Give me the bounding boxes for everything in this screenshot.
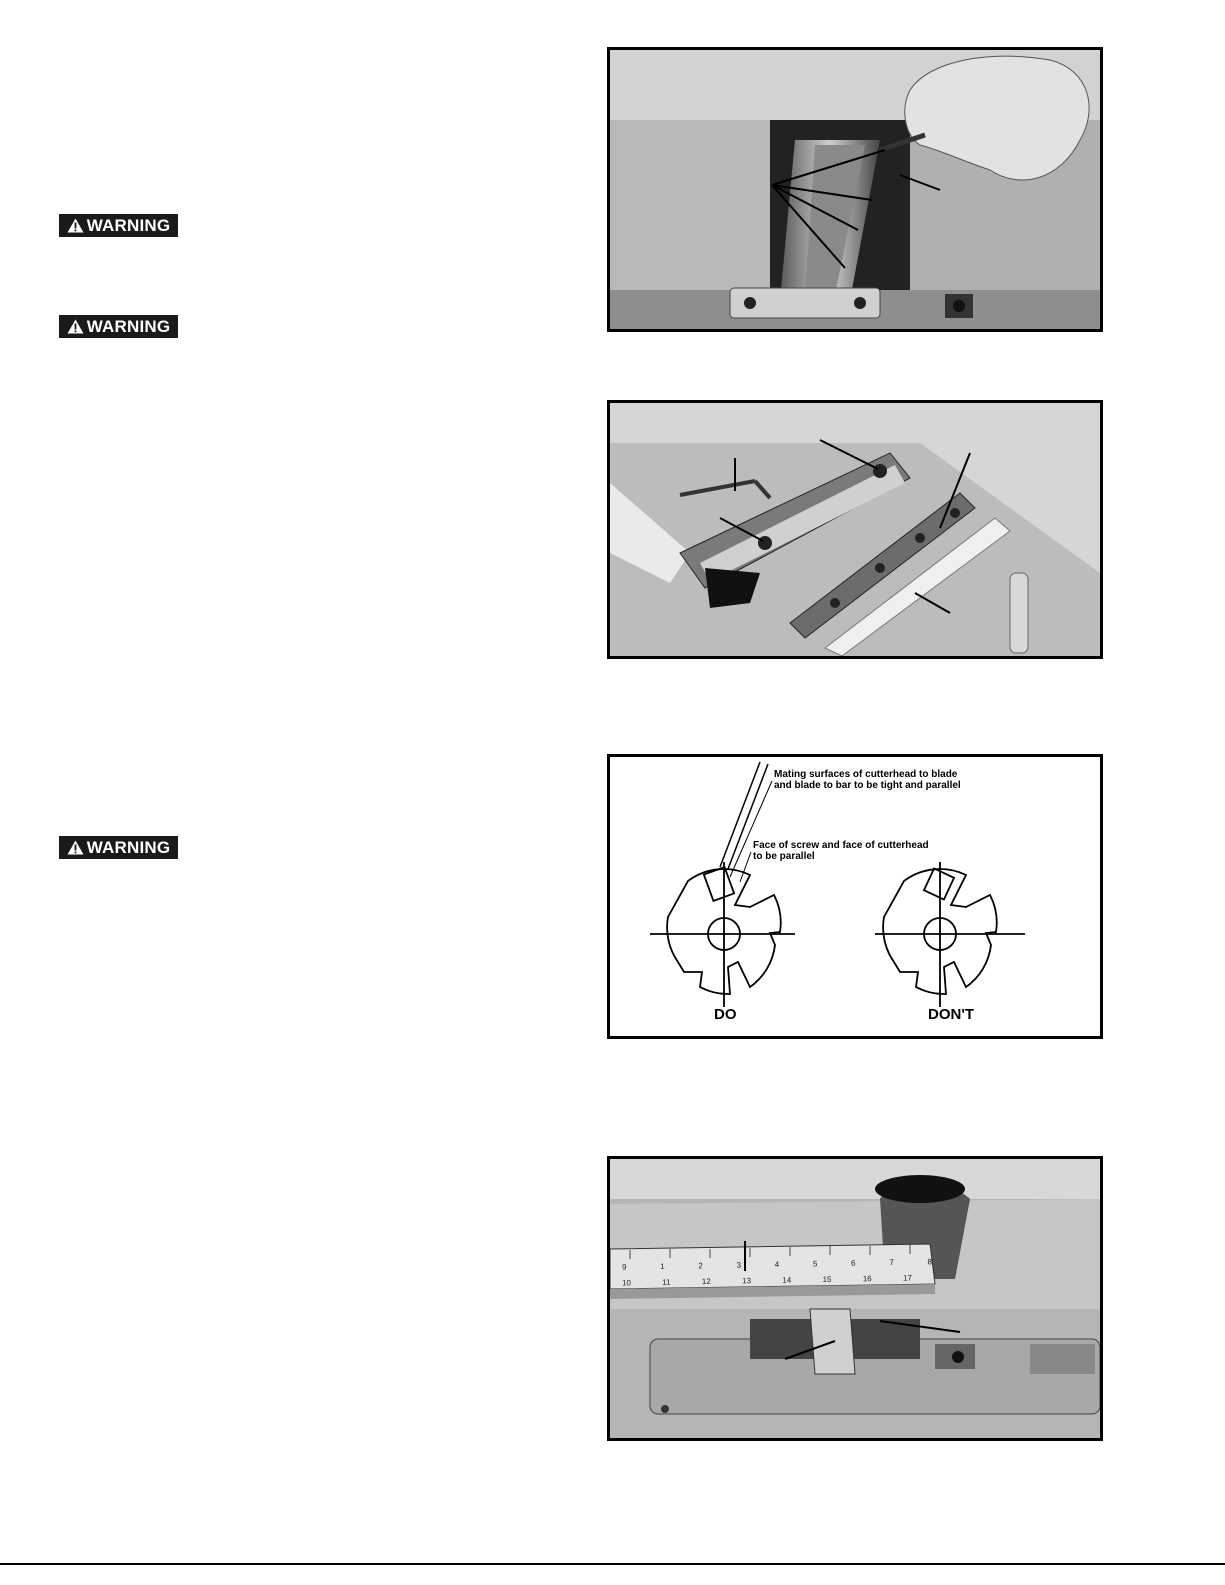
ruler-tick-label: 16: [862, 1274, 872, 1284]
ruler-tick-label: 1: [660, 1261, 665, 1272]
photo-illustration: [610, 1159, 1100, 1438]
ruler-tick-label: 7: [889, 1257, 894, 1268]
dont-label: DON'T: [928, 1006, 975, 1023]
ruler-tick-label: 14: [782, 1275, 792, 1285]
ruler-tick-label: 10: [621, 1278, 632, 1288]
warning-label-2: [59, 315, 178, 338]
ruler-tick-label: 2: [698, 1261, 703, 1271]
photo-illustration: [610, 403, 1100, 656]
ruler-tick-label: 4: [774, 1259, 780, 1270]
ruler-tick-label: 12: [701, 1276, 711, 1287]
face-parallel-note-line2: to be parallel: [753, 851, 815, 862]
figure-knife-height-ruler-photo: [607, 1156, 1103, 1441]
warning-text: WARNING: [86, 837, 171, 857]
ruler-tick-label: 15: [822, 1274, 832, 1285]
figure-knife-removal-photo: [607, 400, 1103, 659]
warning-triangle-icon: [67, 218, 84, 233]
ruler-tick-label: 17: [902, 1273, 913, 1283]
warning-triangle-icon: [67, 319, 84, 334]
warning-text: WARNING: [86, 316, 171, 336]
ruler-tick-label: 3: [736, 1260, 742, 1270]
warning-text: WARNING: [86, 215, 171, 235]
diagram-illustration: [610, 757, 1100, 1036]
warning-label-1: [59, 214, 178, 237]
figure-cutterhead-loosening-photo: [607, 47, 1103, 332]
do-label: DO: [714, 1006, 737, 1023]
warning-label-3: [59, 836, 178, 859]
ruler-tick-label: 5: [812, 1259, 818, 1269]
ruler-tick-label: 13: [742, 1276, 752, 1286]
figure-knife-seating-diagram: [607, 754, 1103, 1039]
mating-surfaces-note-line1: Mating surfaces of cutterhead to blade: [774, 769, 958, 780]
ruler-tick-label: 6: [851, 1258, 856, 1268]
face-parallel-note-line1: Face of screw and face of cutterhead: [753, 840, 929, 851]
photo-illustration: [610, 50, 1100, 329]
mating-surfaces-note-line2: and blade to bar to be tight and parallel: [774, 780, 961, 791]
page-bottom-rule: [0, 1563, 1225, 1565]
ruler-tick-label: 9: [621, 1262, 627, 1272]
ruler-tick-label: 8: [927, 1257, 933, 1267]
warning-triangle-icon: [67, 840, 84, 855]
ruler-tick-label: 11: [662, 1277, 671, 1287]
